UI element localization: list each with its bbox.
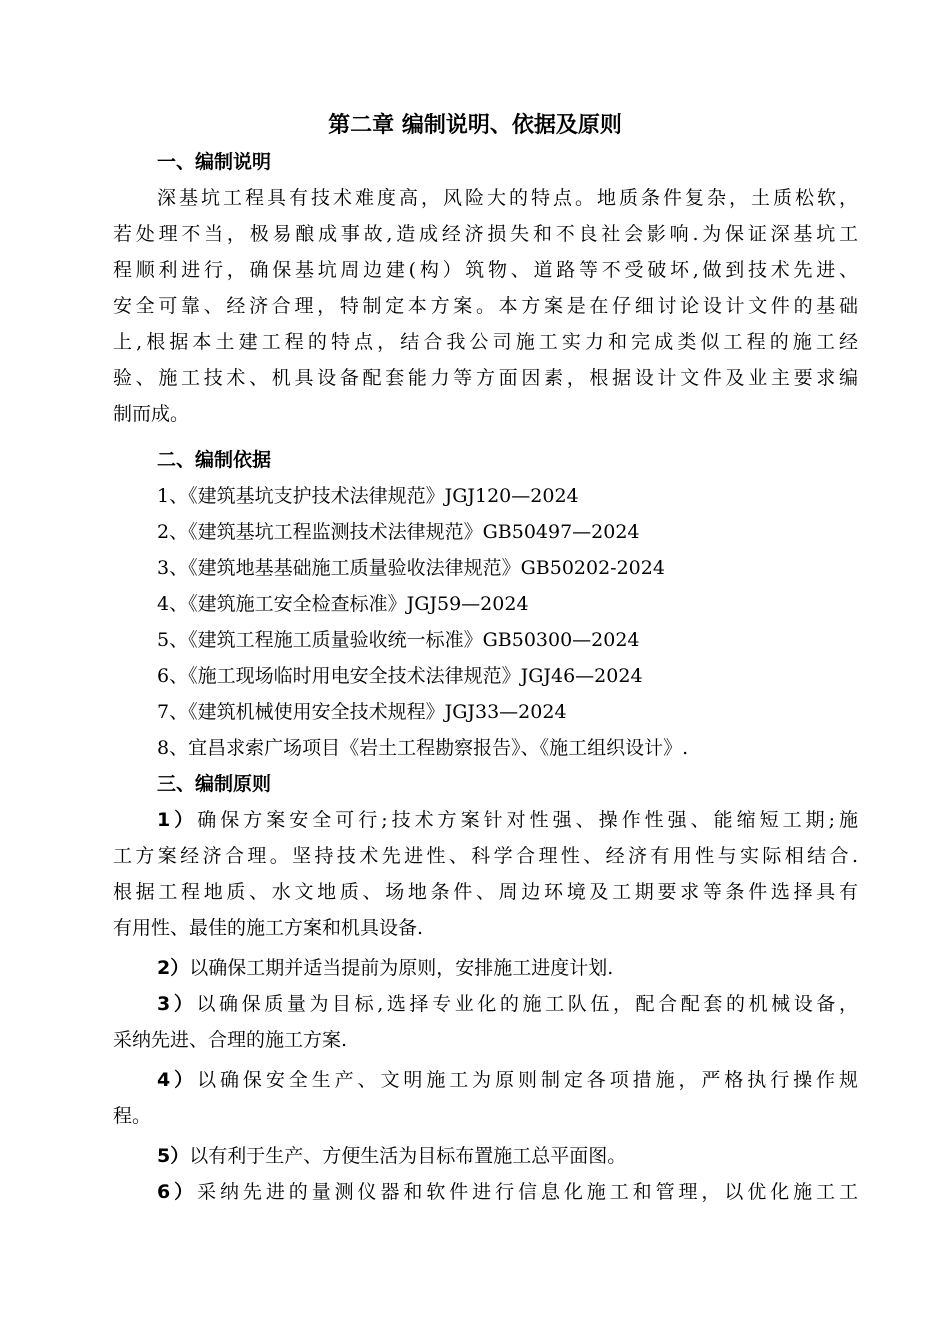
list-item: 1、《建筑基坑支护技术法律规范》JGJ120—2024: [157, 485, 579, 507]
paragraph-line: 验、施工技术、机具设备配套能力等方面因素，根据设计文件及业主要求编: [113, 367, 858, 389]
list-item: 2、《建筑基坑工程监测技术法律规范》GB50497—2024: [157, 521, 640, 543]
paragraph-line: 安全可靠、经济合理，特制定本方案。本方案是在仔细讨论设计文件的基础: [113, 295, 858, 317]
section-heading-basis: 二、编制依据: [157, 449, 272, 471]
section-heading-principles: 三、编制原则: [157, 773, 272, 795]
paragraph-line: 上,根据本土建工程的特点，结合我公司施工实力和完成类似工程的施工经: [113, 331, 858, 353]
principle-number: 4）: [157, 1069, 198, 1091]
principle-text: 以有利于生产、方便生活为目标布置施工总平面图。: [189, 1145, 627, 1167]
principle-text: 以确保工期并适当提前为原则，安排施工进度计划.: [189, 957, 614, 979]
principle-4-line: [157, 1062, 858, 1098]
principle-number: 1）: [157, 809, 198, 831]
principle-5-line: [157, 1138, 626, 1174]
principle-6-line: [157, 1174, 858, 1210]
list-item: 7、《建筑机械使用安全技术规程》JGJ33—2024: [157, 701, 567, 723]
list-item: 5、《建筑工程施工质量验收统一标准》GB50300—2024: [157, 629, 640, 651]
list-item: 8、宜昌求索广场项目《岩土工程勘察报告》、《施工组织设计》.: [157, 737, 689, 759]
paragraph-line: 深基坑工程具有技术难度高，风险大的特点。地质条件复杂，土质松软，: [157, 187, 858, 209]
paragraph-line: 若处理不当，极易酿成事故,造成经济损失和不良社会影响.为保证深基坑工: [113, 223, 858, 245]
list-item: 6、《施工现场临时用电安全技术法律规范》JGJ46—2024: [157, 665, 643, 687]
principle-number: 6）: [157, 1181, 198, 1203]
list-item: 3、《建筑地基基础施工质量验收法律规范》GB50202-2024: [157, 557, 665, 579]
principle-1-line: [157, 802, 858, 838]
paragraph-line: 制而成。: [113, 403, 190, 425]
chapter-title: 第二章 编制说明、依据及原则: [328, 113, 622, 138]
principle-2-line: [157, 950, 613, 986]
principle-number: 2）: [157, 957, 190, 979]
principle-3-line: [157, 986, 858, 1022]
paragraph-line: 工方案经济合理。坚持技术先进性、科学合理性、经济有用性与实际相结合.: [113, 845, 858, 867]
section-heading-explanation: 一、编制说明: [157, 151, 272, 173]
paragraph-line: 采纳先进、合理的施工方案.: [113, 1029, 348, 1051]
paragraph-line: 程。: [113, 1105, 152, 1127]
paragraph-line: 有用性、最佳的施工方案和机具设备.: [113, 917, 424, 939]
paragraph-line: 根据工程地质、水文地质、场地条件、周边环境及工期要求等条件选择具有: [113, 881, 858, 903]
principle-number: 3）: [157, 993, 197, 1015]
principle-text: 采纳先进的量测仪器和软件进行信息化施工和管理，以优化施工工: [197, 1181, 858, 1203]
principle-number: 5）: [157, 1145, 190, 1167]
paragraph-line: 程顺利进行，确保基坑周边建(构）筑物、道路等不受破坏,做到技术先进、: [113, 259, 858, 281]
principle-text: 以确保质量为目标,选择专业化的施工队伍，配合配套的机械设备，: [196, 993, 858, 1015]
list-item: 4、《建筑施工安全检查标准》JGJ59—2024: [157, 593, 529, 615]
principle-text: 以确保安全生产、文明施工为原则制定各项措施，严格执行操作规: [197, 1069, 858, 1091]
principle-text: 确保方案安全可行;技术方案针对性强、操作性强、能缩短工期;施: [197, 809, 858, 831]
